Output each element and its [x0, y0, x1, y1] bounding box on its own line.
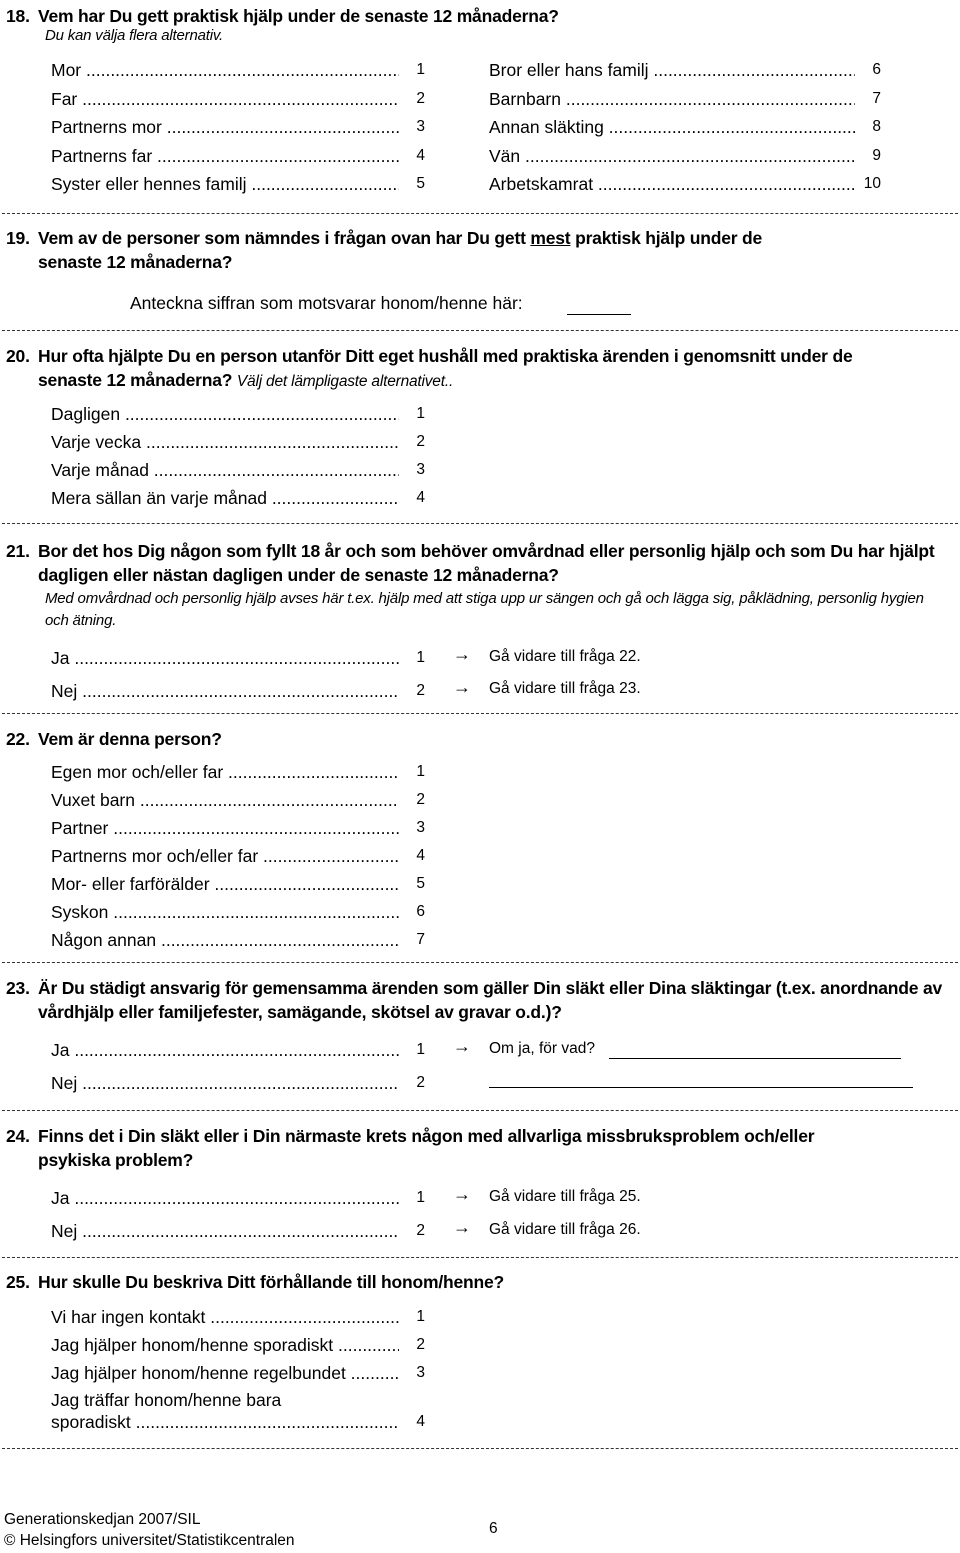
- q18-option[interactable]: [51, 87, 425, 111]
- q21-goto-no: Gå vidare till fråga 23.: [489, 680, 641, 697]
- q22-option[interactable]: [51, 928, 425, 952]
- q20-number: 20.: [6, 346, 30, 366]
- q20-note: Välj det lämpligaste alternativet..: [236, 373, 454, 390]
- option-code: 1: [416, 649, 425, 666]
- q24-text: Finns det i Din släkt eller i Din närmaste krets någon med allvarliga missbruksproblem och/eller psykiska problem?: [38, 1126, 815, 1170]
- option-label: Mor- eller farförälder .....: [51, 872, 399, 896]
- option-code: 3: [416, 118, 425, 135]
- q18-number: 18.: [6, 6, 30, 26]
- q18-options-left: [51, 58, 425, 196]
- option-code: 1: [416, 61, 425, 78]
- q23-answer-line-2[interactable]: [489, 1087, 913, 1088]
- q22-option[interactable]: [51, 872, 425, 896]
- q21-goto-yes: Gå vidare till fråga 22.: [489, 648, 641, 665]
- option-label-line2: sporadiskt .....: [51, 1411, 399, 1433]
- q23-number: 23.: [6, 978, 30, 998]
- q23-followup-label: Om ja, för vad?: [489, 1040, 595, 1057]
- option-label: Syskon .....: [51, 900, 399, 924]
- option-code: 1: [416, 1041, 425, 1058]
- option-code: 7: [416, 931, 425, 948]
- section-divider: [2, 962, 958, 963]
- q25-option[interactable]: [51, 1361, 425, 1385]
- q21-option-no[interactable]: [51, 679, 425, 703]
- option-code: 4: [416, 847, 425, 864]
- option-code: 1: [416, 763, 425, 780]
- option-code: 3: [416, 461, 425, 478]
- q22-option[interactable]: [51, 900, 425, 924]
- section-divider: [2, 1110, 958, 1111]
- option-code: 4: [416, 1413, 425, 1430]
- option-code: 4: [416, 489, 425, 506]
- option-code: 1: [416, 405, 425, 422]
- option-label: Någon annan .....: [51, 928, 399, 952]
- option-label: Nej .....: [51, 679, 399, 703]
- q18-option[interactable]: [489, 58, 881, 82]
- q20-option[interactable]: [51, 430, 425, 454]
- q18-option[interactable]: [51, 144, 425, 168]
- option-code: 1: [416, 1189, 425, 1206]
- q20-question: Hur ofta hjälpte Du en person utanför Ditt eget hushåll med praktiska ärenden i genomsnitt under de senaste 12 månaderna?: [38, 346, 853, 390]
- q24-option-yes[interactable]: [51, 1186, 425, 1210]
- option-code: 2: [416, 682, 425, 699]
- option-label: Jag hjälper honom/henne sporadiskt .....: [51, 1333, 399, 1357]
- q21-note: Med omvårdnad och personlig hjälp avses här t.ex. hjälp med att stiga upp ur sängen och gå och lägga sig, påklädning, personlig hygien och ätning.: [45, 590, 924, 629]
- q18-option[interactable]: [51, 58, 425, 82]
- q18-option[interactable]: [489, 172, 881, 196]
- q22-option[interactable]: [51, 816, 425, 840]
- option-label: Nej .....: [51, 1219, 399, 1243]
- option-code: 2: [416, 89, 425, 107]
- option-label: Arbetskamrat .....: [489, 172, 855, 196]
- right-arrow-icon: →: [453, 677, 471, 697]
- q18-option[interactable]: [489, 115, 881, 139]
- footer-project: Generationskedjan 2007/SIL: [4, 1511, 201, 1528]
- q18-option[interactable]: [489, 144, 881, 168]
- option-label: Bror eller hans familj .....: [489, 58, 855, 82]
- option-code: 3: [416, 819, 425, 836]
- q21-number: 21.: [6, 541, 30, 561]
- q20-text: [38, 344, 868, 393]
- section-divider: [2, 523, 958, 524]
- option-label: Varje månad .....: [51, 458, 399, 482]
- q21-text: Bor det hos Dig någon som fyllt 18 år och som behöver omvårdnad eller personlig hjälp och som Du har hjälpt dagligen eller nästan dagligen under de senaste 12 månaderna?: [38, 541, 935, 585]
- q25-option[interactable]: [51, 1333, 425, 1357]
- option-label: Mera sällan än varje månad .....: [51, 486, 399, 510]
- q18-option[interactable]: [51, 172, 425, 196]
- option-code: 9: [872, 146, 881, 164]
- q18-text: Vem har Du gett praktisk hjälp under de senaste 12 månaderna?: [38, 6, 559, 26]
- option-code: 1: [416, 1308, 425, 1325]
- option-row: [51, 1411, 425, 1433]
- q22-text: Vem är denna person?: [38, 729, 222, 749]
- q18-option[interactable]: [489, 87, 881, 111]
- option-label: Nej .....: [51, 1071, 399, 1095]
- q22-option[interactable]: [51, 788, 425, 812]
- right-arrow-icon: →: [453, 1217, 471, 1237]
- q24-number: 24.: [6, 1126, 30, 1146]
- q22-number: 22.: [6, 729, 30, 749]
- option-code: 2: [416, 1074, 425, 1091]
- option-label: Annan släkting .....: [489, 115, 855, 139]
- section-divider: [2, 1257, 958, 1258]
- option-code: 2: [416, 791, 425, 808]
- option-label: Partnerns mor .....: [51, 115, 399, 139]
- footer-copyright: © Helsingfors universitet/Statistikcentralen: [4, 1532, 295, 1549]
- q23-answer-line-1[interactable]: [609, 1058, 901, 1059]
- option-code: 2: [416, 1222, 425, 1239]
- option-code: 5: [416, 875, 425, 892]
- option-label: Mor .....: [51, 58, 399, 82]
- option-code: 6: [872, 61, 881, 78]
- option-code: 5: [416, 175, 425, 192]
- page-number: 6: [489, 1520, 498, 1537]
- option-label: Egen mor och/eller far .....: [51, 760, 399, 784]
- q19-number: 19.: [6, 228, 30, 248]
- section-divider: [2, 1448, 958, 1449]
- q24-option-no[interactable]: [51, 1219, 425, 1243]
- q19-answer-field[interactable]: [567, 314, 631, 315]
- option-label: Syster eller hennes familj .....: [51, 172, 399, 196]
- q25-option-4[interactable]: [51, 1389, 425, 1433]
- section-divider: [2, 330, 958, 331]
- q24-goto-no: Gå vidare till fråga 26.: [489, 1221, 641, 1238]
- section-divider: [2, 213, 958, 214]
- option-label: Vän .....: [489, 144, 855, 168]
- option-label: Varje vecka .....: [51, 430, 399, 454]
- option-code: 2: [416, 1336, 425, 1353]
- q20-option[interactable]: [51, 458, 425, 482]
- q22-option[interactable]: [51, 760, 425, 784]
- q20-option[interactable]: [51, 402, 425, 426]
- option-code: 3: [416, 1364, 425, 1381]
- right-arrow-icon: →: [453, 1036, 471, 1056]
- option-label: Ja .....: [51, 1038, 399, 1062]
- option-label: Barnbarn .....: [489, 87, 855, 111]
- option-code: 10: [863, 175, 881, 192]
- q19-instruction: Anteckna siffran som motsvarar honom/henne här:: [130, 293, 523, 313]
- option-label: Vuxet barn .....: [51, 788, 399, 812]
- option-code: 7: [872, 89, 881, 107]
- q25-number: 25.: [6, 1272, 30, 1292]
- q21-option-yes[interactable]: [51, 646, 425, 670]
- option-label: Vi har ingen kontakt .....: [51, 1305, 399, 1329]
- option-label: Dagligen .....: [51, 402, 399, 426]
- q19-text-emphasis: mest: [530, 228, 571, 248]
- q19-text-after: praktisk hjälp under de senaste 12 månaderna?: [38, 228, 763, 272]
- option-code: 8: [872, 118, 881, 135]
- q19-text: [38, 226, 778, 274]
- q23-option-yes[interactable]: [51, 1038, 425, 1062]
- option-code: 2: [416, 433, 425, 450]
- right-arrow-icon: →: [453, 644, 471, 664]
- q22-options: [51, 760, 425, 952]
- q23-text: Är Du städigt ansvarig för gemensamma ärenden som gäller Din släkt eller Dina släktingar (t.ex. anordnande av vårdhjälp eller familjefester, samägande, skötsel av gravar o.d.)?: [38, 978, 943, 1022]
- section-divider: [2, 713, 958, 714]
- right-arrow-icon: →: [453, 1184, 471, 1204]
- q22-option[interactable]: [51, 844, 425, 868]
- q23-option-no[interactable]: [51, 1071, 425, 1095]
- q18-options-right: [489, 58, 881, 196]
- q18-note: Du kan välja flera alternativ.: [45, 27, 223, 44]
- q25-options: [51, 1305, 425, 1433]
- q20-option[interactable]: [51, 486, 425, 510]
- q25-text: Hur skulle Du beskriva Ditt förhållande till honom/henne?: [38, 1272, 505, 1292]
- q25-option[interactable]: [51, 1305, 425, 1329]
- q19-text-before: Vem av de personer som nämndes i frågan ovan har Du gett: [38, 228, 531, 248]
- q18-option[interactable]: [51, 115, 425, 139]
- option-label: Partnerns mor och/eller far .....: [51, 844, 399, 868]
- option-label: Ja .....: [51, 1186, 399, 1210]
- q20-options: [51, 402, 425, 510]
- option-code: 6: [416, 903, 425, 920]
- option-label: Partnerns far .....: [51, 144, 399, 168]
- option-label: Partner .....: [51, 816, 399, 840]
- option-label-line1: Jag träffar honom/henne bara: [51, 1390, 282, 1410]
- option-code: 4: [416, 146, 425, 164]
- option-label: Far .....: [51, 87, 399, 111]
- option-label: Jag hjälper honom/henne regelbundet .....: [51, 1361, 399, 1385]
- q24-goto-yes: Gå vidare till fråga 25.: [489, 1188, 641, 1205]
- option-label: Ja .....: [51, 646, 399, 670]
